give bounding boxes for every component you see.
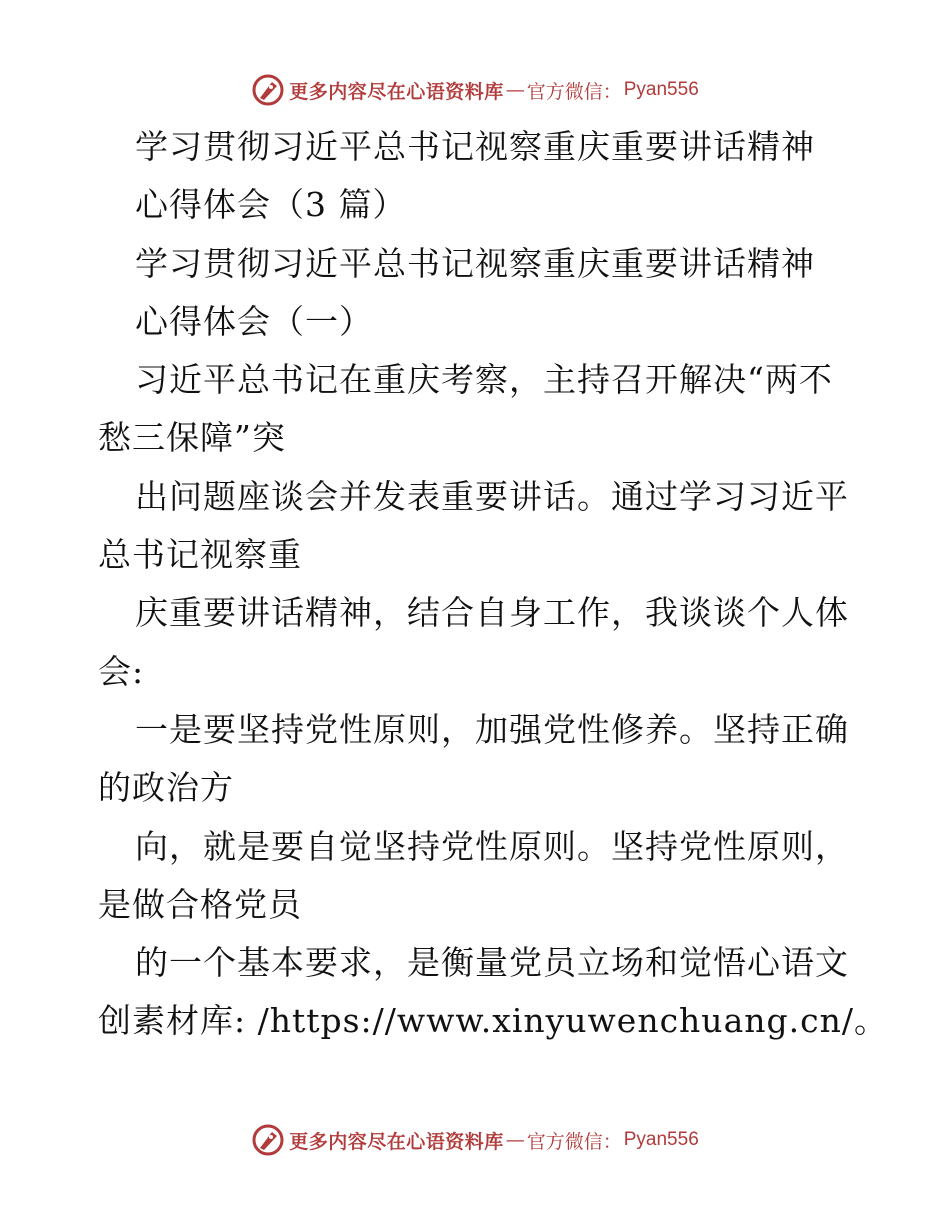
title-line: 学习贯彻习近平总书记视察重庆重要讲话精神	[135, 127, 815, 166]
paragraph-line: 愁三保障”突	[98, 418, 286, 458]
pen-nib-logo-icon	[251, 1123, 285, 1157]
paragraph-line: 创素材库: /https://www.xinyuwenchuang.cn/。	[98, 1001, 888, 1041]
subtitle-line: 心得体会（一）	[135, 301, 373, 341]
footer-watermark-banner	[0, 1120, 950, 1160]
banner-wechat-id: Pyan556	[623, 79, 699, 100]
banner-text: 更多内容尽在心语资料库	[289, 80, 504, 103]
banner-label: 官方微信：	[526, 80, 622, 103]
paragraph-line: 习近平总书记在重庆考察，主持召开解决“两不	[135, 360, 833, 400]
document-body	[98, 118, 888, 1051]
subtitle-line: 学习贯彻习近平总书记视察重庆重要讲话精神	[135, 243, 815, 283]
banner-separator: —	[505, 79, 525, 101]
paragraph-line: 总书记视察重	[98, 535, 302, 575]
title-line: 心得体会（3 篇）	[135, 185, 407, 225]
banner-text: 更多内容尽在心语资料库	[289, 1130, 504, 1153]
header-watermark-banner	[0, 70, 950, 110]
paragraph-line: 一是要坚持党性原则，加强党性修养。坚持正确	[135, 709, 849, 749]
paragraph-line: 是做合格党员	[98, 884, 302, 924]
banner-separator: —	[505, 1129, 525, 1151]
banner-wechat-id: Pyan556	[623, 1129, 699, 1150]
paragraph-line: 的政治方	[98, 768, 234, 808]
paragraph-line: 庆重要讲话精神，结合自身工作，我谈谈个人体	[135, 593, 849, 633]
paragraph-line: 的一个基本要求，是衡量党员立场和觉悟心语文	[135, 943, 849, 983]
paragraph-line: 向，就是要自觉坚持党性原则。坚持党性原则，	[135, 826, 849, 866]
paragraph-line: 会:	[98, 651, 145, 691]
banner-label: 官方微信：	[526, 1130, 622, 1153]
pen-nib-logo-icon	[251, 73, 285, 107]
paragraph-line: 出问题座谈会并发表重要讲话。通过学习习近平	[135, 476, 849, 516]
